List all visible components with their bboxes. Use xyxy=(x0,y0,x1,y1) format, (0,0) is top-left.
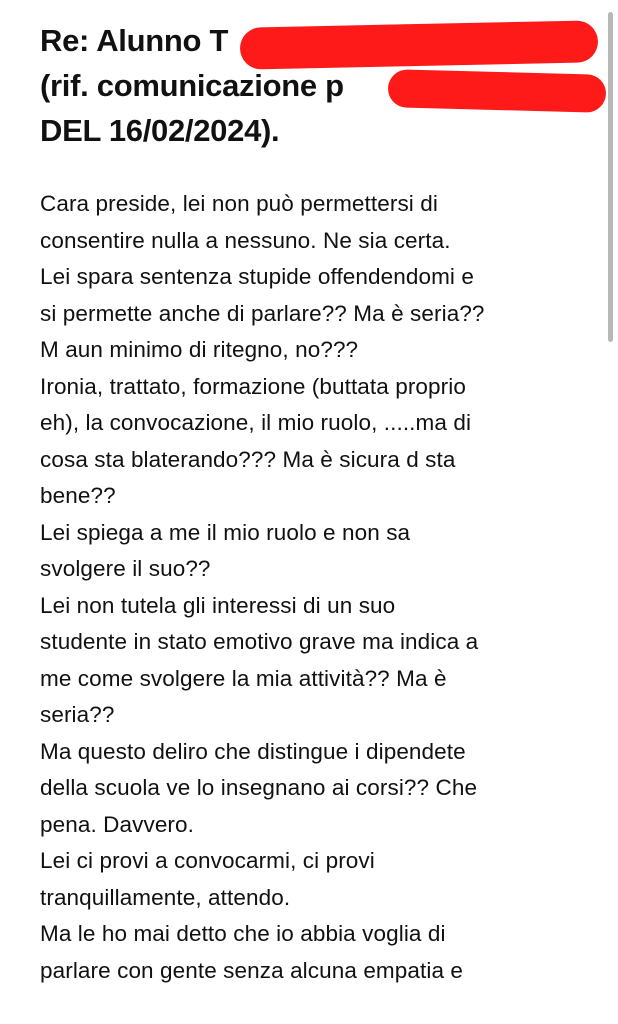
body-line: pena. Davvero. xyxy=(40,811,194,837)
redaction-mark xyxy=(240,20,599,69)
body-line: bene?? xyxy=(40,483,116,508)
body-line: eh), la convocazione, il mio ruolo, .....ma di xyxy=(40,410,472,435)
body-line: tranquillamente, attendo. xyxy=(40,884,291,910)
subject-line: (rif. comunicazione p xyxy=(40,68,344,103)
body-line: svolgere il suo?? xyxy=(40,556,211,581)
body-line: si permette anche di parlare?? Ma è seria?? xyxy=(40,300,485,326)
email-body xyxy=(40,186,600,989)
body-line: Lei spara sentenza stupide offendendomi e xyxy=(40,264,474,289)
body-line: Cara preside, lei non può permettersi di xyxy=(40,191,438,216)
redaction-mark xyxy=(388,69,607,113)
subject-line: DEL 16/02/2024). xyxy=(40,113,280,148)
body-line: parlare con gente senza alcuna empatia e xyxy=(40,957,464,983)
body-line: Lei spiega a me il mio ruolo e non sa xyxy=(40,519,411,545)
body-line: consentire nulla a nessuno. Ne sia certa. xyxy=(40,227,451,253)
body-line: seria?? xyxy=(40,702,115,727)
body-line: Lei non tutela gli interessi di un suo xyxy=(40,592,396,618)
body-line: della scuola ve lo insegnano ai corsi?? Che xyxy=(40,775,478,800)
body-line: Ma questo deliro che distingue i dipendete xyxy=(40,738,466,764)
body-line: M aun minimo di ritegno, no??? xyxy=(40,337,359,362)
body-line: studente in stato emotivo grave ma indica a xyxy=(40,629,479,654)
body-line: Ma le ho mai detto che io abbia voglia di xyxy=(40,921,446,946)
body-line: Ironia, trattato, formazione (buttata proprio xyxy=(40,373,466,399)
body-line: Lei ci provi a convocarmi, ci provi xyxy=(40,848,375,873)
body-line: me come svolgere la mia attività?? Ma è xyxy=(40,665,447,691)
vertical-scrollbar[interactable] xyxy=(608,12,613,342)
subject-line: Re: Alunno T xyxy=(40,23,229,58)
body-line: cosa sta blaterando??? Ma è sicura d sta xyxy=(40,446,456,472)
